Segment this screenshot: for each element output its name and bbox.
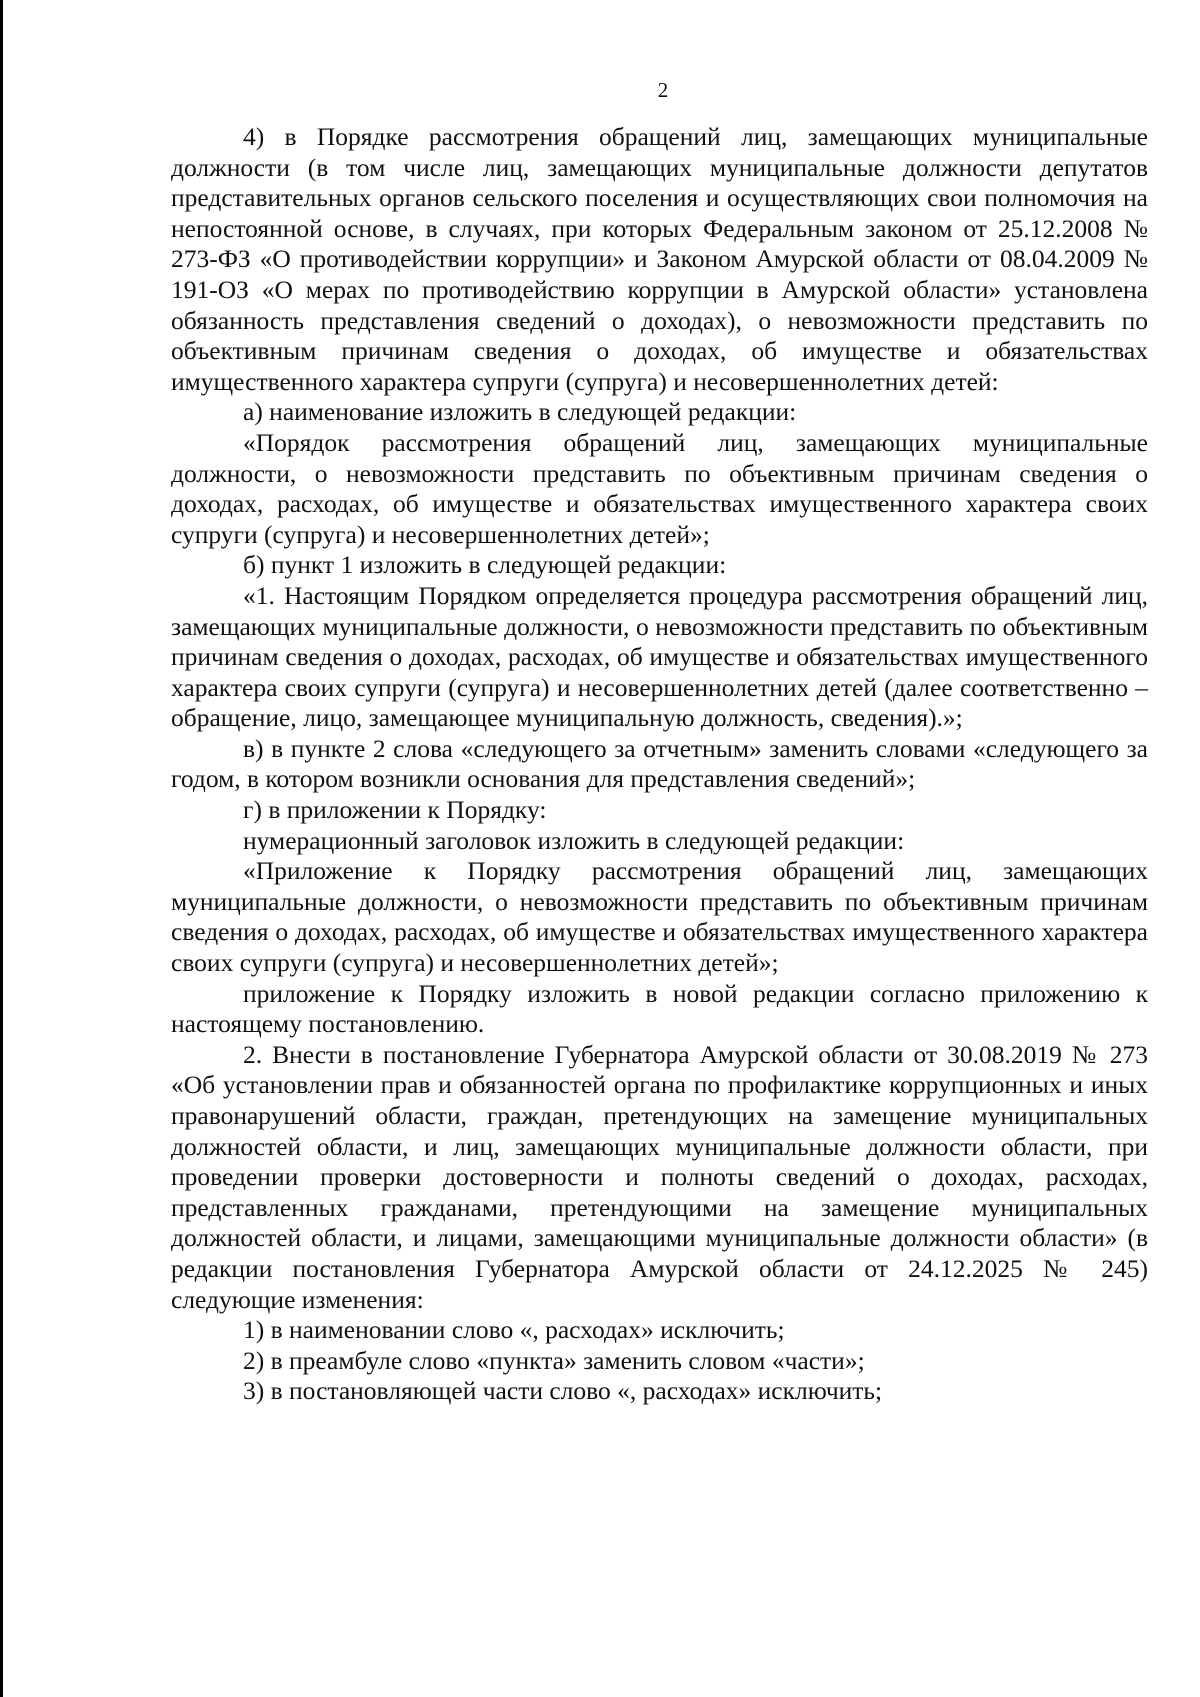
paragraph-change-3: 3) в постановляющей части слово «, расходах» исключить; [243, 1376, 883, 1406]
paragraph-quote-appendix: «Приложение к Порядку рассмотрения обращений лиц, замещающих муниципальные должности, о невозможности представить по объективным причинам сведения о доходах, расходах, об имуществе и обязательствах имущественного характера своих супруги (супруга) и несовершеннолетних детей»; [171, 856, 1148, 978]
paragraph-numbering-heading: нумерационный заголовок изложить в следующей редакции: [243, 825, 905, 855]
paragraph-quote-point-1: «1. Настоящим Порядком определяется процедура рассмотрения обращений лиц, замещающих муниципальные должности, о невозможности представить по объективным причинам сведения о доходах, расходах, об имуществе и обязательствах имущественного характера своих супруги (супруга) и несовершеннолетних детей (далее соответственно – обращение, лицо, замещающее муниципальную должность, сведения).»; [171, 580, 1148, 733]
paragraph-change-2: 2) в преамбуле слово «пункта» заменить словом «части»; [243, 1345, 865, 1375]
paragraph-item-4: 4) в Порядке рассмотрения обращений лиц, замещающих муниципальные должности (в том числе лиц, замещающих муниципальные должности депутатов представительных органов сельского поселения и осуществляющих свои полномочия на непостоянной основе, в случаях, при которых Федеральным законом от 25.12.2008 № 273-ФЗ «О противодействии коррупции» и Законом Амурской области от 08.04.2009 № 191-ОЗ «О мерах по противодействию коррупции в Амурской области» установлена обязанность представления сведений о доходах), о невозможности представить по объективным причинам сведения о доходах, об имуществе и обязательствах имущественного характера супруги (супруга) и несовершеннолетних детей: [171, 122, 1148, 396]
paragraph-subitem-g: г) в приложении к Порядку: [243, 795, 547, 825]
page-number: 2 [657, 78, 669, 102]
paragraph-quote-title: «Порядок рассмотрения обращений лиц, замещающих муниципальные должности, о невозможности представить по объективным причинам сведения о доходах, расходах, об имуществе и обязательствах имущественного характера своих супруги (супруга) и несовершеннолетних детей»; [171, 427, 1148, 549]
paragraph-change-1: 1) в наименовании слово «, расходах» исключить; [243, 1315, 785, 1345]
paragraph-subitem-b: б) пункт 1 изложить в следующей редакции: [243, 550, 727, 580]
paragraph-item-2: 2. Внести в постановление Губернатора Амурской области от 30.08.2019 № 273 «Об установлении прав и обязанностей органа по профилактике коррупционных и иных правонарушений области, граждан, претендующих на замещение муниципальных должностей области, и лиц, замещающих муниципальные должности области, при проведении проверки достоверности и полноты сведений о доходах, расходах, представленных гражданами, претендующими на замещение муниципальных должностей области, и лицами, замещающими муниципальные должности области» (в редакции постановления Губернатора Амурской области от 24.12.2025 № 245) следующие изменения: [171, 1039, 1148, 1314]
scan-left-edge [0, 0, 3, 1697]
paragraph-subitem-v: в) в пункте 2 слова «следующего за отчетным» заменить словами «следующего за годом, в котором возникли основания для представления сведений»; [171, 733, 1148, 794]
paragraph-subitem-a: а) наименование изложить в следующей редакции: [243, 397, 797, 427]
paragraph-appendix-new-edition: приложение к Порядку изложить в новой редакции согласно приложению к настоящему постановлению. [171, 978, 1148, 1039]
document-body [171, 122, 1148, 1407]
